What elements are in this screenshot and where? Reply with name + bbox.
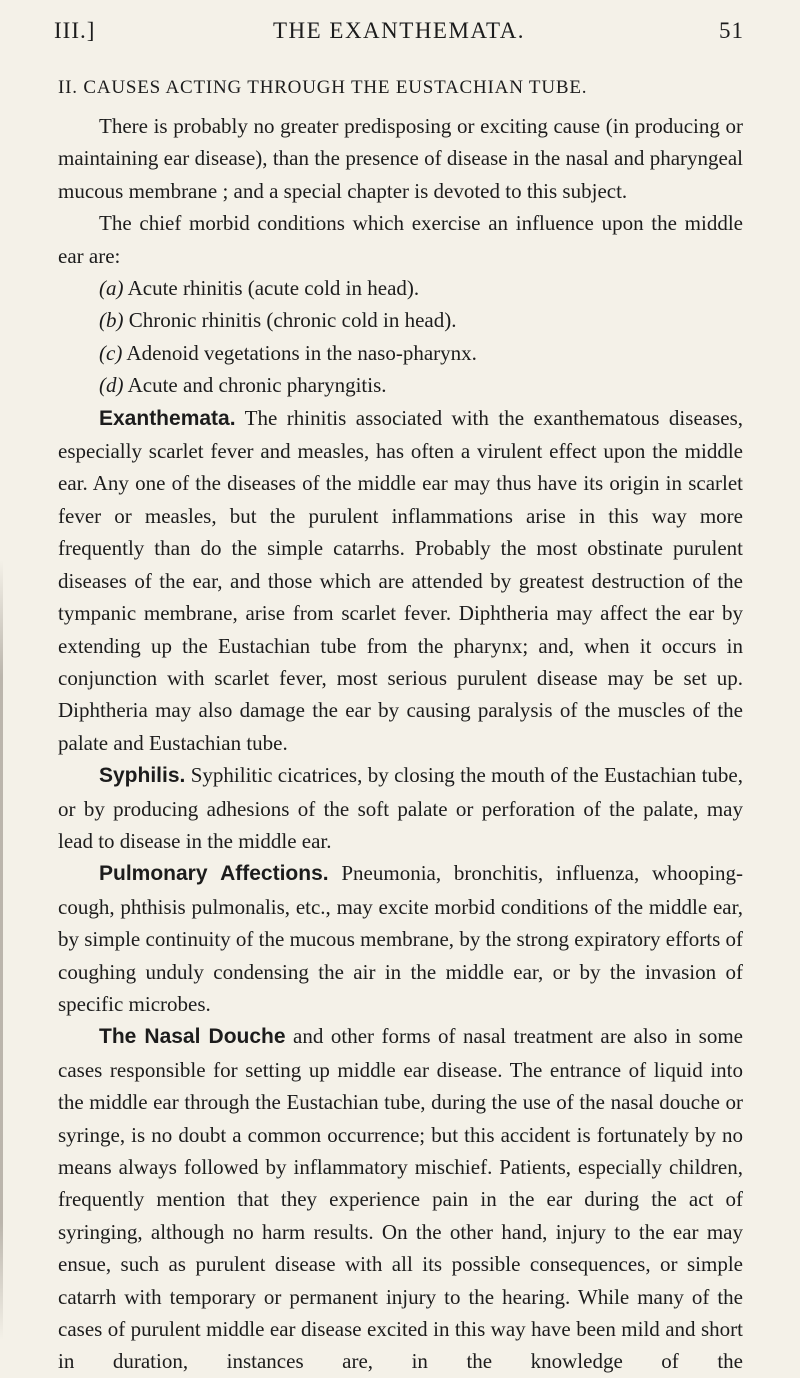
body-text (58, 110, 743, 1378)
condition-text: Acute and chronic pharyngitis. (127, 373, 387, 398)
nasal-douche-paragraph (58, 1020, 743, 1377)
page-number: 51 (719, 18, 744, 43)
syphilis-text: Syphilitic cicatrices, by closing the mouth of the Eustachian tube, or by producing adhesions of the soft palate or perforation of the palate, may lead to disease in the middle ear. (58, 763, 744, 853)
running-head (54, 18, 744, 48)
condition-letter: (c) (99, 340, 123, 365)
section-heading: II. CAUSES ACTING THROUGH THE EUSTACHIAN TUBE. (58, 77, 588, 98)
condition-letter: (b) (99, 308, 124, 333)
condition-letter: (d) (99, 373, 124, 398)
running-title: THE EXANTHEMATA. (272, 18, 526, 43)
condition-item (58, 304, 743, 336)
chapter-number: III.] (54, 18, 96, 43)
condition-text: Chronic rhinitis (chronic cold in head). (128, 308, 457, 333)
condition-item (58, 272, 743, 304)
condition-letter: (a) (99, 276, 124, 301)
exanthemata-text: The rhinitis associated with the exanthematous diseases, especially scarlet fever and measles, has often a virulent effect upon the middle ear. Any one of the diseases of the middle ear may thus have its origin in scarlet fever or measles, but the purulent inflammations arise in this way more frequently than do the simple catarrhs. Probably the most obstinate purulent diseases of the ear, and those which are attended by greatest destruction of the tympanic membrane, arise from scarlet fever. Diphtheria may affect the ear by extending up the Eustachian tube from the pharynx; and, when it occurs in conjunction with scarlet fever, most serious purulent disease may be set up. Diphtheria may also damage the ear by causing paralysis of the muscles of the palate and Eustachian tube. (58, 405, 743, 755)
condition-text: Adenoid vegetations in the naso-pharynx. (126, 340, 477, 365)
conditions-intro: The chief morbid conditions which exercise an influence upon the middle ear are: (58, 211, 743, 268)
nasal-douche-text: and other forms of nasal treatment are also in some cases responsible for setting up middle ear disease. The entrance of liquid into the middle ear through the Eustachian tube, during the use of the nasal douche or syringe, is no doubt a common occurrence; but this accident is fortunately by no means always followed by inflammatory mischief. Patients, especially children, frequently mention that they experience pain in the ear during the act of syringing, although no harm results. On the other hand, injury to the ear may ensue, such as purulent disease with all its possible consequences, or simple catarrh with temporary or permanent injury to the hearing. While many of the cases of purulent middle ear disease excited in this way have been mild and short in duration, instances are, in the knowledge of the (58, 1024, 743, 1374)
page-edge-shadow (0, 560, 3, 1340)
nasal-douche-heading: The Nasal Douche (99, 1025, 286, 1049)
exanthemata-paragraph (58, 402, 743, 759)
condition-text: Acute rhinitis (acute cold in head). (127, 276, 420, 301)
condition-item (58, 337, 743, 369)
condition-item (58, 369, 743, 401)
pulmonary-text: Pneumonia, bronchitis, influenza, whooping-cough, phthisis pulmonalis, etc., may excite morbid conditions of the middle ear, by simple continuity of the mucous membrane, by the strong expiratory efforts of coughing unduly condensing the air in the middle ear, or by the invasion of specific microbes. (58, 861, 744, 1016)
exanthemata-heading: Exanthemata. (99, 406, 236, 430)
pulmonary-heading: Pulmonary Affections. (99, 862, 329, 886)
syphilis-paragraph (58, 759, 743, 857)
syphilis-heading: Syphilis. (99, 764, 186, 788)
intro-paragraph: There is probably no greater predisposing or exciting cause (in producing or maintaining ear disease), than the presence of disease in the nasal and pharyngeal mucous membrane ; and a special chapter is devoted to this subject. (58, 114, 743, 203)
pulmonary-paragraph (58, 857, 743, 1020)
